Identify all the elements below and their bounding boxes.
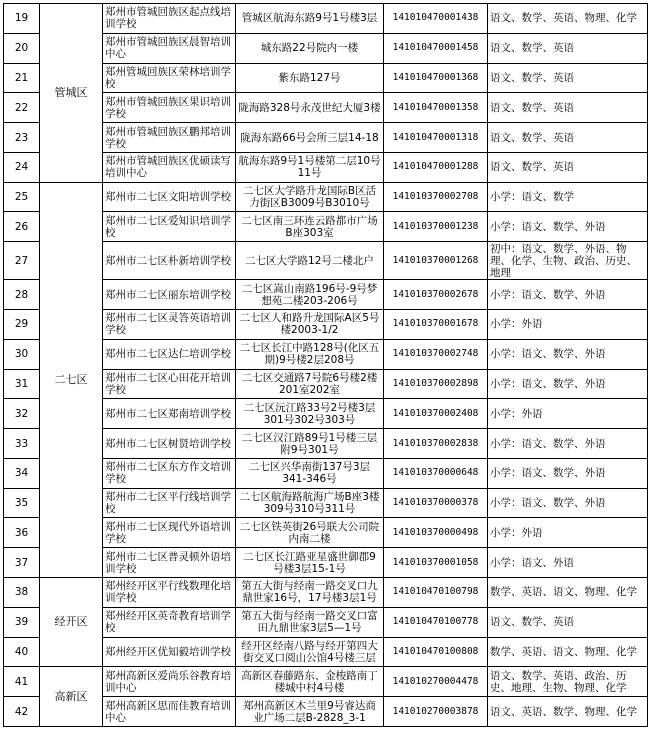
school-name: 郑州市管城回族区晨智培训中心 <box>103 33 236 63</box>
row-number: 33 <box>4 429 40 459</box>
subjects: 小学：语文、数学、外语 <box>488 429 648 459</box>
license-number: 141010370001678 <box>384 310 488 340</box>
license-number: 141010270003878 <box>384 697 488 727</box>
school-name: 郑州高新区思而佳教育培训中心 <box>103 697 236 727</box>
school-table <box>3 3 648 727</box>
subjects: 语文、数学、英语 <box>488 607 648 637</box>
row-number: 42 <box>4 697 40 727</box>
school-address: 陇海东路66号会所三层14-18 <box>236 123 384 153</box>
license-number: 141010370002748 <box>384 339 488 369</box>
table-row <box>4 4 648 34</box>
subjects: 小学：语文、数学 <box>488 182 648 212</box>
school-address: 二七区铁英街26号联大公司院内南二楼 <box>236 518 384 548</box>
school-address: 二七区汉江路89号1号楼三层附9号301号 <box>236 429 384 459</box>
subjects: 语文、数学、英语、物理、化学 <box>488 4 648 34</box>
row-number: 23 <box>4 123 40 153</box>
subjects: 语文、数学、英语 <box>488 93 648 123</box>
row-number: 25 <box>4 182 40 212</box>
subjects: 小学：语文、数学、外语 <box>488 280 648 310</box>
license-number: 141010470100778 <box>384 607 488 637</box>
license-number: 141010370002898 <box>384 369 488 399</box>
school-name: 郑州高新区爱尚乐谷教育培训中心 <box>103 667 236 697</box>
school-name: 郑州市二七区心田花开培训学校 <box>103 369 236 399</box>
school-address: 城东路22号院内一楼 <box>236 33 384 63</box>
school-address: 二七区长江中路128号(化区五期)9号楼2层208号 <box>236 339 384 369</box>
subjects: 语文、数学、英语 <box>488 33 648 63</box>
row-number: 21 <box>4 63 40 93</box>
subjects: 小学：外语 <box>488 310 648 340</box>
school-address: 航海东路9号1号楼第二层10号11号 <box>236 152 384 182</box>
license-number: 141010370000378 <box>384 488 488 518</box>
subjects: 数学、英语、语文、物理、化学 <box>488 637 648 667</box>
row-number: 22 <box>4 93 40 123</box>
school-address: 二七区大学路12号二楼北户 <box>236 242 384 280</box>
subjects: 小学：语文、数学、外语 <box>488 458 648 488</box>
school-name: 郑州市管城回族区优硕读写培训中心 <box>103 152 236 182</box>
row-number: 36 <box>4 518 40 548</box>
subjects: 语文、数学、英语 <box>488 123 648 153</box>
school-name: 郑州市管城回族区鹏邦培训学校 <box>103 123 236 153</box>
row-number: 28 <box>4 280 40 310</box>
subjects: 语文、英语、数学、物理、化学 <box>488 697 648 727</box>
school-name: 郑州经开区平行线数理化培训学校 <box>103 578 236 608</box>
license-number: 141010370002408 <box>384 399 488 429</box>
school-address: 二七区嵩山南路196号-9号梦想苑二楼203-206号 <box>236 280 384 310</box>
license-number: 141010470001318 <box>384 123 488 153</box>
school-name: 郑州市二七区东方作文培训学校 <box>103 458 236 488</box>
school-name: 郑州市二七区文阳培训学校 <box>103 182 236 212</box>
row-number: 32 <box>4 399 40 429</box>
school-name: 郑州市二七区爱知识培训学校 <box>103 212 236 242</box>
school-name: 郑州经开区优知毅培训学校 <box>103 637 236 667</box>
license-number: 141010470100808 <box>384 637 488 667</box>
subjects: 小学：外语 <box>488 518 648 548</box>
school-name: 郑州经开区英奇教育培训学校 <box>103 607 236 637</box>
school-address: 经开区经南八路与经开第四大街交叉口阅山公馆4号楼三层 <box>236 637 384 667</box>
row-number: 39 <box>4 607 40 637</box>
district-cell: 高新区 <box>40 667 103 727</box>
table-row <box>4 667 648 697</box>
license-number: 141010470001358 <box>384 93 488 123</box>
row-number: 19 <box>4 4 40 34</box>
school-address: 郑州高新区木兰里9号睿达商业广场二层B-2828_3-1 <box>236 697 384 727</box>
subjects: 初中：语文、数学、外语、物理、化学、生物、政治、历史、地理 <box>488 242 648 280</box>
row-number: 37 <box>4 548 40 578</box>
subjects: 小学：语文、数学、外语 <box>488 488 648 518</box>
row-number: 20 <box>4 33 40 63</box>
row-number: 38 <box>4 578 40 608</box>
license-number: 141010470001288 <box>384 152 488 182</box>
license-number: 141010370002838 <box>384 429 488 459</box>
school-name: 郑州市二七区普灵顿外语培训学校 <box>103 548 236 578</box>
subjects: 小学：语文、数学、外语 <box>488 339 648 369</box>
subjects: 语文、数学、英语、政治、历史、地理、生物、物理、化学 <box>488 667 648 697</box>
school-name: 郑州市二七区现代外语培训学校 <box>103 518 236 548</box>
school-address: 第五大街与经南一路交叉口富田九鼎世家3层5—1号 <box>236 607 384 637</box>
table-row <box>4 182 648 212</box>
license-number: 141010370002678 <box>384 280 488 310</box>
row-number: 30 <box>4 339 40 369</box>
school-address: 高新区春藤路东、金梭路南丁楼城中村4号楼 <box>236 667 384 697</box>
school-address: 二七区人和路升龙国际A区5号楼2003-1/2 <box>236 310 384 340</box>
school-name: 郑州市管城回族区起点线培训学校 <box>103 4 236 34</box>
license-number: 141010370001238 <box>384 212 488 242</box>
school-address: 二七区兴华南街137号3层341-346号 <box>236 458 384 488</box>
school-name: 郑州市管城回族区果识培训学校 <box>103 93 236 123</box>
school-address: 二七区长江路亚星盛世御郡9号楼3层15-1号 <box>236 548 384 578</box>
row-number: 27 <box>4 242 40 280</box>
row-number: 34 <box>4 458 40 488</box>
school-address: 陇海路328号永茂世纪大厦3楼 <box>236 93 384 123</box>
school-name: 郑州市二七区达仁培训学校 <box>103 339 236 369</box>
school-name: 郑州市二七区平行线培训学校 <box>103 488 236 518</box>
license-number: 141010470001368 <box>384 63 488 93</box>
school-address: 二七区大学路升龙国际B区活力街区B3009号B3010号 <box>236 182 384 212</box>
school-address: 二七区沅江路33号2号楼3层301号302号303号 <box>236 399 384 429</box>
row-number: 26 <box>4 212 40 242</box>
school-name: 郑州市二七区朴新培训学校 <box>103 242 236 280</box>
subjects: 数学、英语、语文、物理、化学 <box>488 578 648 608</box>
district-cell: 管城区 <box>40 4 103 183</box>
school-address: 第五大街与经南一路交叉口九鼎世家16号，17号楼3层1号 <box>236 578 384 608</box>
row-number: 35 <box>4 488 40 518</box>
license-number: 141010370001268 <box>384 242 488 280</box>
school-name: 郑州市二七区丽东培训学校 <box>103 280 236 310</box>
subjects: 小学：语文、外语 <box>488 548 648 578</box>
school-address: 二七区航海路航海广场B座3楼309号310号311号 <box>236 488 384 518</box>
district-cell: 二七区 <box>40 182 103 577</box>
school-address: 二七区交通路7号院6号楼2楼201室202室 <box>236 369 384 399</box>
school-address: 紫东路127号 <box>236 63 384 93</box>
school-name: 郑州市二七区树贤培训学校 <box>103 429 236 459</box>
license-number: 141010270004478 <box>384 667 488 697</box>
row-number: 31 <box>4 369 40 399</box>
license-number: 141010470001438 <box>384 4 488 34</box>
subjects: 小学：外语 <box>488 399 648 429</box>
subjects: 小学：语文、数学、外语 <box>488 212 648 242</box>
license-number: 141010470001458 <box>384 33 488 63</box>
row-number: 24 <box>4 152 40 182</box>
table-row <box>4 578 648 608</box>
license-number: 141010470100798 <box>384 578 488 608</box>
subjects: 语文、数学、英语 <box>488 152 648 182</box>
row-number: 29 <box>4 310 40 340</box>
row-number: 41 <box>4 667 40 697</box>
school-name: 郑州管城回族区荣林培训学校 <box>103 63 236 93</box>
school-address: 管城区航海东路9号1号楼3层 <box>236 4 384 34</box>
school-address: 二七区南三环连云路都市广场B座303室 <box>236 212 384 242</box>
school-name: 郑州市二七区郑南培训学校 <box>103 399 236 429</box>
license-number: 141010370000498 <box>384 518 488 548</box>
license-number: 141010370000648 <box>384 458 488 488</box>
subjects: 语文、数学、英语 <box>488 63 648 93</box>
subjects: 小学：语文、数学、外语 <box>488 369 648 399</box>
school-name: 郑州市二七区灵答英语培训学校 <box>103 310 236 340</box>
license-number: 141010370001058 <box>384 548 488 578</box>
row-number: 40 <box>4 637 40 667</box>
license-number: 141010370002708 <box>384 182 488 212</box>
district-cell: 经开区 <box>40 578 103 667</box>
